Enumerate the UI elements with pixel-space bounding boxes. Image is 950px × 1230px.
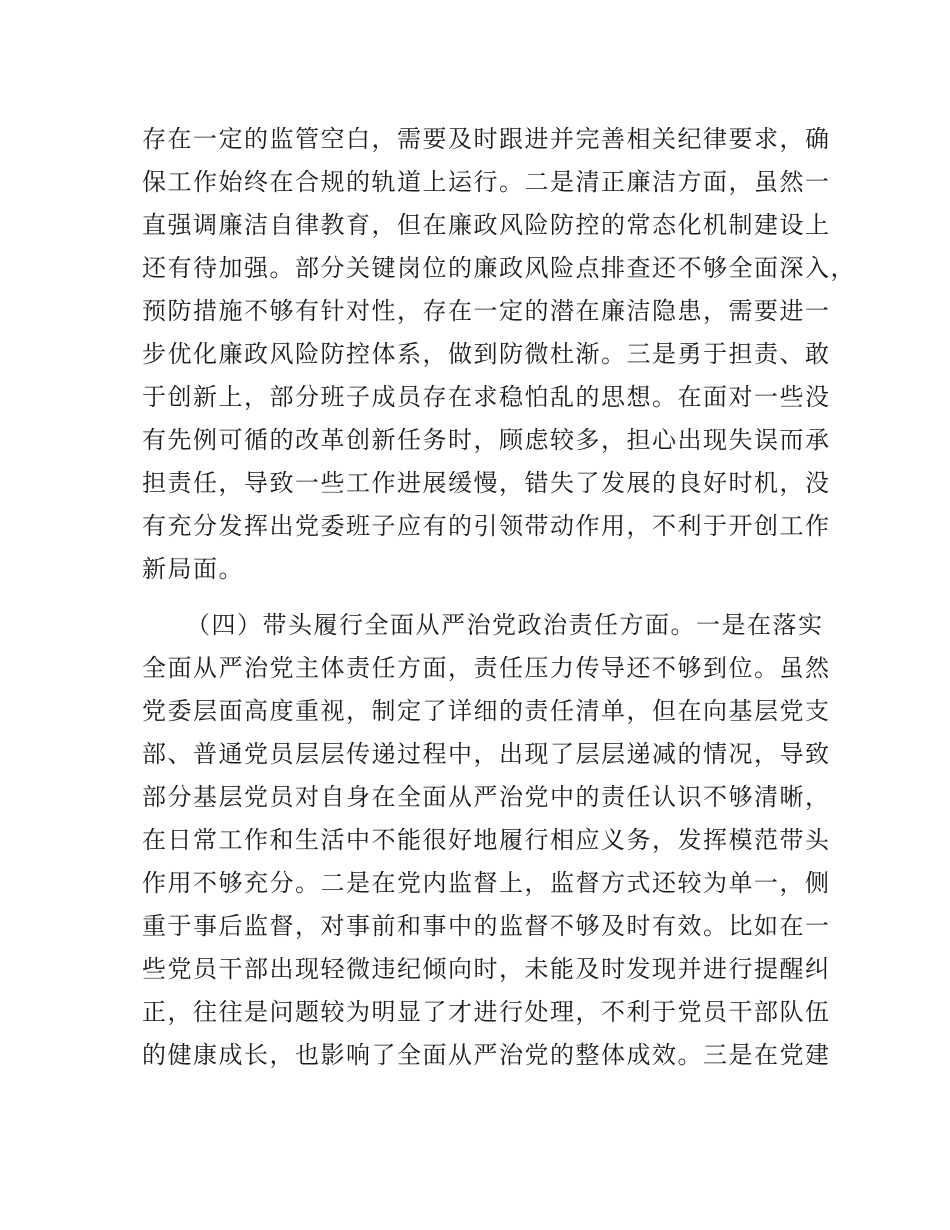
paragraph-line: 的健康成长，也影响了全面从严治党的整体成效。三是在党建 <box>142 1041 831 1069</box>
paragraph-line: 党委层面高度重视，制定了详细的责任清单，但在向基层党支 <box>142 697 831 725</box>
paragraph-line: 于创新上，部分班子成员存在求稳怕乱的思想。在面对一些没 <box>142 383 831 411</box>
paragraph-line: 作用不够充分。二是在党内监督上，监督方式还较为单一，侧 <box>142 869 831 897</box>
section-heading-line: （四）带头履行全面从严治党政治责任方面。一是在落实 <box>186 611 824 639</box>
paragraph-line: 保工作始终在合规的轨道上运行。二是清正廉洁方面，虽然一 <box>142 168 831 196</box>
paragraph-1 <box>142 118 856 591</box>
paragraph-line: 步优化廉政风险防控体系，做到防微杜渐。三是勇于担责、敢 <box>142 340 831 368</box>
paragraph-line: 部、普通党员层层传递过程中，出现了层层递减的情况，导致 <box>142 740 831 768</box>
paragraph-line: 重于事后监督，对事前和事中的监督不够及时有效。比如在一 <box>142 912 831 940</box>
paragraph-line: 正，往往是问题较为明显了才进行处理，不利于党员干部队伍 <box>142 998 831 1026</box>
paragraph-line: 还有待加强。部分关键岗位的廉政风险点排查还不够全面深入， <box>142 254 856 282</box>
paragraph-line: 些党员干部出现轻微违纪倾向时，未能及时发现并进行提醒纠 <box>142 955 831 983</box>
paragraph-line: 全面从严治党主体责任方面，责任压力传导还不够到位。虽然 <box>142 654 831 682</box>
paragraph-line: 担责任，导致一些工作进展缓慢，错失了发展的良好时机，没 <box>142 469 831 497</box>
paragraph-2 <box>142 604 831 1077</box>
paragraph-line: 有先例可循的改革创新任务时，顾虑较多，担心出现失误而承 <box>142 426 831 454</box>
paragraph-line: 有充分发挥出党委班子应有的引领带动作用，不利于开创工作 <box>142 512 831 540</box>
paragraph-line: 在日常工作和生活中不能很好地履行相应义务，发挥模范带头 <box>142 826 831 854</box>
paragraph-line: 部分基层党员对自身在全面从严治党中的责任认识不够清晰， <box>142 783 831 811</box>
paragraph-line: 直强调廉洁自律教育，但在廉政风险防控的常态化机制建设上 <box>142 211 831 239</box>
paragraph-line: 预防措施不够有针对性，存在一定的潜在廉洁隐患，需要进一 <box>142 297 831 325</box>
paragraph-line: 存在一定的监管空白，需要及时跟进并完善相关纪律要求，确 <box>142 125 831 153</box>
paragraph-line: 新局面。 <box>142 555 244 583</box>
